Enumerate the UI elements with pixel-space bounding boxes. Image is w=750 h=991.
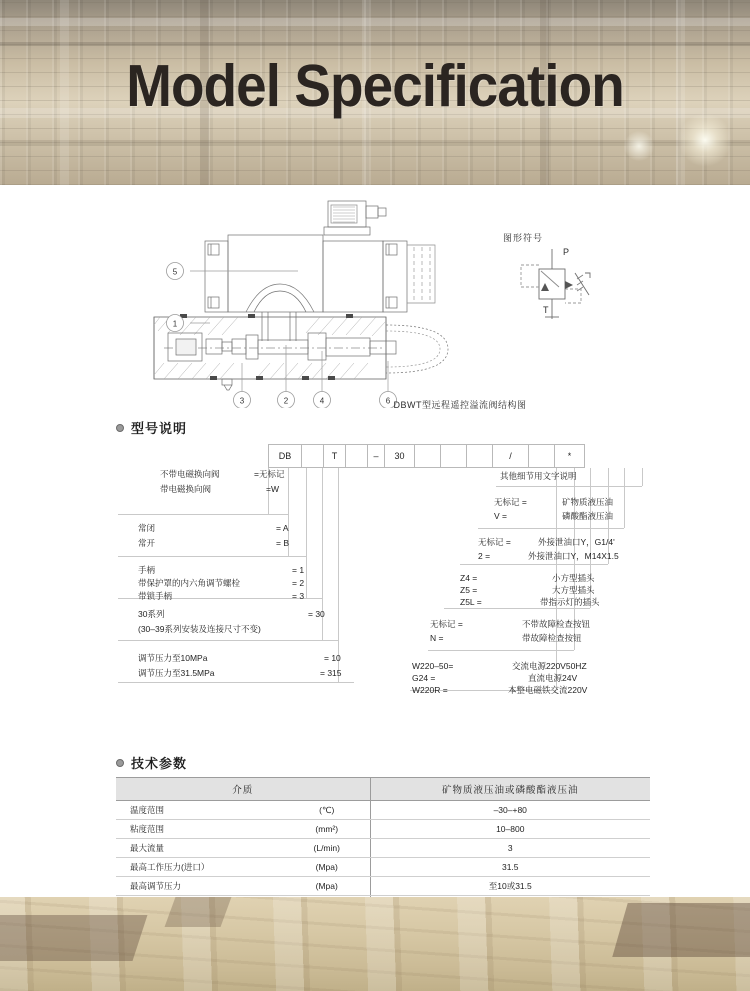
- banner-light-flare: [624, 131, 654, 161]
- model-option-label: 带电磁换向阀: [160, 484, 212, 494]
- table-cell-name: 最大流量: [116, 839, 284, 858]
- table-cell-unit: (℃): [284, 801, 370, 820]
- banner-beam: [0, 18, 750, 26]
- bracket-line: [306, 468, 307, 598]
- model-code-cell-1: [302, 444, 324, 468]
- model-option-value: =W: [266, 484, 279, 494]
- model-option-label: 带保护罩的内六角调节螺栓: [138, 578, 241, 588]
- section-heading-model-label: 型号说明: [131, 421, 188, 436]
- model-option-value: 带指示灯的插头: [540, 597, 600, 607]
- model-option-label: 带锁手柄: [138, 591, 173, 601]
- table-row: [116, 820, 650, 839]
- table-cell-value: 至10或31.5: [370, 877, 650, 896]
- model-option-value: = 3: [292, 591, 305, 601]
- model-option-label: 30系列: [138, 609, 165, 619]
- svg-text:1: 1: [172, 319, 178, 329]
- svg-text:4: 4: [319, 396, 325, 406]
- model-code-cell-8: [467, 444, 493, 468]
- table-cell-unit: (mm²): [284, 820, 370, 839]
- footer-shadow: [612, 903, 750, 957]
- footer-shadow: [0, 915, 147, 961]
- svg-text:2: 2: [283, 396, 289, 406]
- hydraulic-symbol-svg: [505, 243, 615, 325]
- model-option-label: Z4 =: [460, 573, 478, 583]
- bullet-icon: [116, 759, 124, 767]
- table-cell-value: 3: [370, 839, 650, 858]
- table-cell-value: 31.5: [370, 858, 650, 877]
- model-option-value: 不带故障检查按钮: [522, 619, 591, 629]
- model-option-label: 无标记 =: [494, 497, 527, 507]
- bracket-line: [624, 468, 625, 528]
- content-sheet: [0, 185, 750, 897]
- model-option-label: 无标记 =: [430, 619, 463, 629]
- svg-text:3: 3: [239, 396, 245, 406]
- model-code-cell-0: DB: [268, 444, 302, 468]
- banner-beam: [0, 42, 750, 46]
- model-option-value: =无标记: [254, 469, 285, 479]
- table-cell-unit: (Mpa): [284, 877, 370, 896]
- table-row: [116, 877, 650, 896]
- valve-cross-section-drawing: [0, 185, 750, 420]
- group-rule: [118, 682, 354, 683]
- footer-shadow: [165, 897, 232, 927]
- table-row: [116, 839, 650, 858]
- model-code-cell-11: *: [555, 444, 585, 468]
- model-code-cell-3: [346, 444, 368, 468]
- model-option-label: 无标记 =: [478, 537, 511, 547]
- model-option-label: 手柄: [138, 565, 156, 575]
- model-code-cell-9: /: [493, 444, 529, 468]
- table-header-row: [116, 778, 650, 801]
- model-option-note: (30–39系列安装及连接尺寸不变): [138, 624, 261, 634]
- group-rule: [118, 556, 306, 557]
- model-option-label: 常闭: [138, 523, 156, 533]
- model-option-value: = A: [276, 523, 289, 533]
- model-code-cell-4: –: [368, 444, 385, 468]
- group-rule: [118, 640, 338, 641]
- model-option-label: W220–50=: [412, 661, 454, 671]
- bullet-icon: [116, 424, 124, 432]
- group-rule: [118, 514, 288, 515]
- section-heading-tech-label: 技术参数: [131, 756, 188, 771]
- model-option-label: Z5 =: [460, 585, 478, 595]
- table-cell-value: 10–800: [370, 820, 650, 839]
- group-rule: [478, 528, 624, 529]
- section-heading-tech: [116, 753, 187, 772]
- table-cell-name: 温度范围: [116, 801, 284, 820]
- table-cell-name: 最高调节压力: [116, 877, 284, 896]
- port-label-t: T: [543, 305, 549, 315]
- svg-text:6: 6: [385, 396, 391, 406]
- model-option-value: 大方型插头: [552, 585, 595, 595]
- model-code-cell-6: [415, 444, 441, 468]
- model-option-label: V =: [494, 511, 507, 521]
- table-row: [116, 801, 650, 820]
- model-option-label: 调节压力至10MPa: [138, 653, 208, 663]
- banner-light-flare: [678, 113, 732, 167]
- model-option-value: = 315: [320, 668, 342, 678]
- model-code-row: [268, 444, 585, 468]
- model-option-value: 交流电源220V50HZ: [512, 661, 587, 671]
- valve-assembly-svg: [150, 193, 490, 408]
- model-option-value: = 1: [292, 565, 305, 575]
- model-option-label: 2 =: [478, 551, 491, 561]
- model-option-value: 本整电磁铁交流220V: [508, 685, 588, 695]
- group-rule: [460, 564, 608, 565]
- drawing-caption: DBWT型远程遥控溢流阀结构图: [393, 400, 527, 410]
- footer-banner: [0, 897, 750, 991]
- model-option-value: 外接泄油口Y，M14X1.5: [528, 551, 619, 561]
- table-cell-unit: (Mpa): [284, 858, 370, 877]
- table-cell-name: 最高工作压力(进口）: [116, 858, 284, 877]
- model-option-label: 不带电磁换向阀: [160, 469, 220, 479]
- model-option-label: 调节压力至31.5MPa: [138, 668, 215, 678]
- model-code-cell-5: 30: [385, 444, 415, 468]
- model-option-value: 磷酸酯液压油: [562, 511, 614, 521]
- group-rule: [428, 650, 574, 651]
- model-option-label: 常开: [138, 538, 156, 548]
- model-option-label: Z5L =: [460, 597, 482, 607]
- model-code-cell-7: [441, 444, 467, 468]
- section-heading-model: [116, 418, 187, 437]
- model-option-value: 外接泄油口Y，G1/4': [538, 537, 615, 547]
- model-option-value: 矿物质液压油: [562, 497, 614, 507]
- model-code-diagram: [0, 440, 750, 740]
- table-header-medium: 介质: [116, 778, 370, 801]
- group-rule: [496, 486, 642, 487]
- bracket-line: [338, 468, 339, 682]
- header-banner: [0, 0, 750, 185]
- table-cell-unit: (L/min): [284, 839, 370, 858]
- model-option-value: 其他细节用文字说明: [500, 471, 577, 481]
- page-title: Model Specification: [126, 53, 624, 119]
- table-header-medium-value: 矿物质液压油或磷酸酯液压油: [370, 778, 650, 801]
- model-option-label: W220R =: [412, 685, 448, 695]
- bracket-line: [642, 468, 643, 486]
- model-option-value: 直流电源24V: [528, 673, 578, 683]
- model-option-value: = 2: [292, 578, 305, 588]
- model-code-cell-2: T: [324, 444, 346, 468]
- svg-text:5: 5: [172, 267, 178, 277]
- model-option-value: 小方型插头: [552, 573, 595, 583]
- model-option-label: G24 =: [412, 673, 436, 683]
- table-row: [116, 858, 650, 877]
- model-option-value: = 10: [324, 653, 341, 663]
- model-option-value: = B: [276, 538, 289, 548]
- model-code-cell-10: [529, 444, 555, 468]
- table-cell-value: –30–+80: [370, 801, 650, 820]
- model-option-value: = 30: [308, 609, 325, 619]
- table-cell-name: 粘度范围: [116, 820, 284, 839]
- model-option-label: N =: [430, 633, 444, 643]
- model-option-value: 带故障检查按钮: [522, 633, 582, 643]
- graphic-symbol-title: 图形符号: [503, 233, 544, 243]
- port-label-p: P: [563, 247, 570, 257]
